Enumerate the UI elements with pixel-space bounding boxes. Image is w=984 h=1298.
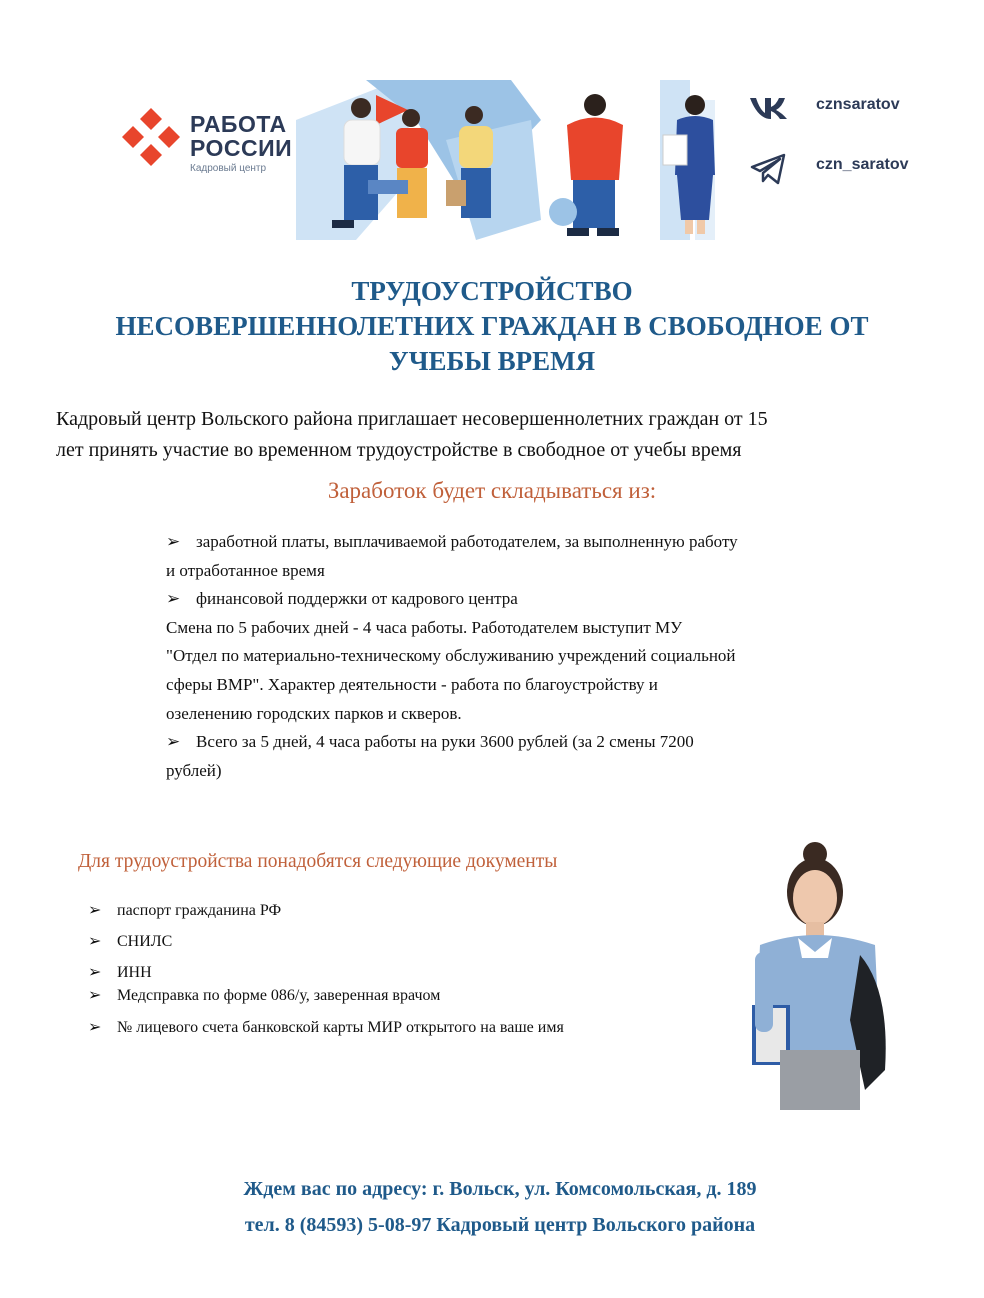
logo-line-1: РАБОТА	[190, 111, 287, 137]
earnings-heading: Заработок будет складываться из:	[327, 478, 657, 503]
list-item: ➢ заработной платы, выплачиваемой работодателем, за выполненную работу	[166, 528, 856, 557]
list-item: ➢ Всего за 5 дней, 4 часа работы на руки 3600 рублей (за 2 смены 7200	[166, 728, 856, 757]
footer-address: Ждем вас по адресу: г. Вольск, ул. Комсомольская, д. 189	[243, 1178, 757, 1200]
social-vk[interactable]	[748, 92, 948, 122]
footer-phone: тел. 8 (84593) 5-08-97 Кадровый центр Вольского района	[244, 1214, 756, 1236]
arrow-bullet-icon: ➢	[88, 987, 102, 1004]
list-item-continuation: и отработанное время	[166, 560, 325, 580]
earnings-list	[166, 528, 856, 785]
intro-line-1: Кадровый центр Вольского района приглашает несовершеннолетних граждан от 15	[56, 408, 768, 430]
telegram-handle: czn_saratov	[816, 156, 909, 173]
logo-mark-icon	[118, 104, 184, 170]
telegram-icon	[748, 152, 790, 182]
arrow-bullet-icon: ➢	[166, 589, 181, 609]
vk-icon	[748, 92, 790, 122]
logo-subtitle: Кадровый центр	[190, 163, 267, 174]
arrow-bullet-icon: ➢	[88, 964, 102, 981]
page-title	[40, 274, 944, 379]
title-line-1: ТРУДОУСТРОЙСТВО	[351, 276, 633, 306]
social-links	[748, 92, 948, 202]
intro-line-2: лет принять участие во временном трудоустройстве в свободное от учебы время	[56, 439, 742, 461]
list-item-continuation: рублей)	[166, 760, 222, 780]
arrow-bullet-icon: ➢	[88, 933, 102, 950]
logo-line-2: РОССИИ	[190, 135, 293, 161]
list-item: ➢ финансовой поддержки от кадрового центра	[166, 585, 856, 614]
workers-illustration	[296, 80, 541, 240]
shift-text: "Отдел по материально-техническому обслуживанию учреждений социальной	[166, 646, 736, 666]
arrow-bullet-icon: ➢	[166, 732, 181, 752]
social-telegram[interactable]	[748, 152, 948, 182]
shift-text: Смена по 5 рабочих дней - 4 часа работы. Работодателем выступит МУ	[166, 617, 683, 637]
arrow-bullet-icon: ➢	[88, 1019, 102, 1036]
arrow-bullet-icon: ➢	[166, 532, 181, 551]
student-photo	[740, 840, 905, 1135]
shift-text: озеленению городских парков и скверов.	[166, 703, 462, 723]
interview-illustration	[545, 80, 740, 240]
vk-handle: cznsaratov	[816, 96, 900, 113]
documents-heading: Для трудоустройства понадобятся следующие документы	[78, 851, 558, 872]
arrow-bullet-icon: ➢	[88, 902, 102, 919]
title-line-2: НЕСОВЕРШЕННОЛЕТНИХ ГРАЖДАН В СВОБОДНОЕ ОТ	[115, 311, 869, 341]
title-line-3: УЧЕБЫ ВРЕМЯ	[388, 346, 596, 376]
rabota-rossii-logo	[118, 100, 293, 180]
shift-text: сферы ВМР". Характер деятельности - работа по благоустройству и	[166, 674, 658, 694]
intro-paragraph	[56, 404, 936, 466]
